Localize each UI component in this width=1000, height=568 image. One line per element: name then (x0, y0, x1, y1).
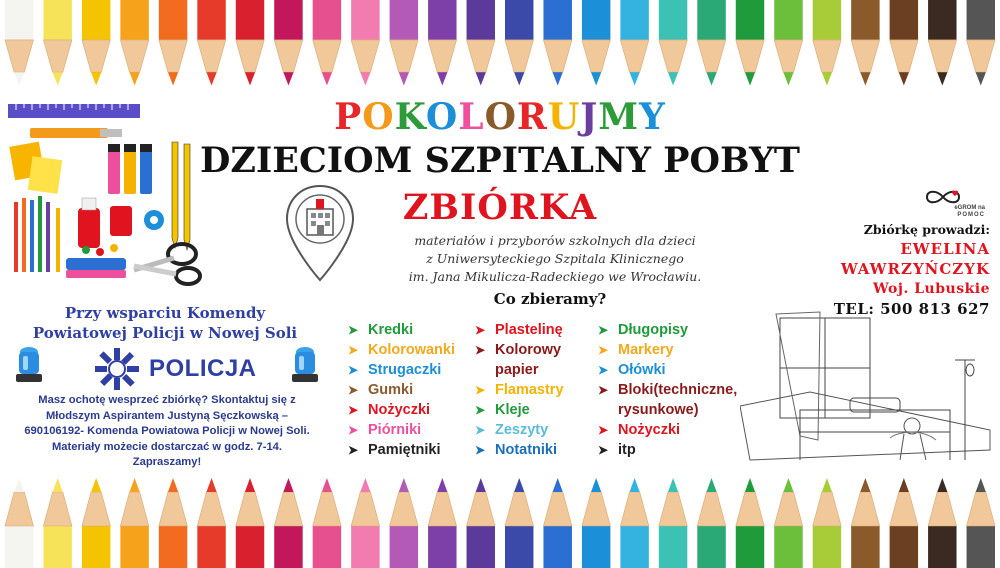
title-letter: O (362, 96, 395, 138)
title-letter: R (516, 96, 548, 138)
police-star-icon (93, 346, 141, 392)
description-line: im. Jana Mikulicza-Radeckiego we Wrocławiu. (408, 269, 702, 284)
pencil (697, 478, 725, 568)
brand-line: eGROM na (954, 205, 985, 211)
collect-item (348, 420, 455, 440)
pencil (620, 0, 648, 86)
pencil (82, 478, 110, 568)
pencil (851, 0, 879, 86)
collect-item (598, 380, 737, 400)
title-letter: Y (639, 96, 666, 138)
pencil (82, 0, 110, 86)
siren-icon (290, 344, 320, 386)
campaign-title-colorful (0, 96, 1000, 138)
collect-item-label: Strugaczki (368, 362, 442, 378)
arrow-right-icon: ➤ (348, 443, 359, 457)
infinity-heart-icon (915, 188, 985, 206)
collect-item (348, 440, 455, 460)
arrow-right-icon: ➤ (475, 403, 486, 417)
collect-item (475, 440, 564, 460)
collect-item (475, 380, 564, 400)
hospital-room-sketch (740, 310, 995, 470)
organizer-label: Zbiórkę prowadzi: (863, 222, 990, 237)
pencil (197, 0, 225, 86)
pencil-border-top (0, 0, 1000, 95)
pencil (43, 478, 71, 568)
pencil-border-bottom (0, 468, 1000, 568)
collect-item-continued: papier (495, 362, 539, 378)
pencil (736, 478, 764, 568)
arrow-right-icon: ➤ (598, 423, 609, 437)
pencil (43, 0, 71, 86)
pencil (5, 0, 33, 86)
arrow-right-icon: ➤ (598, 363, 609, 377)
collect-item-label: Markery (618, 342, 674, 358)
collect-item-label: Pamiętniki (368, 442, 441, 458)
pencil (428, 0, 456, 86)
police-logo (93, 346, 263, 392)
pencil (543, 0, 571, 86)
contact-info (8, 393, 326, 471)
arrow-right-icon: ➤ (475, 443, 486, 457)
contact-line: Zapraszamy! (132, 456, 202, 468)
pencil (159, 0, 187, 86)
pencil (428, 478, 456, 568)
arrow-right-icon: ➤ (598, 323, 609, 337)
organizer-last-name: WAWRZYŃCZYK (840, 260, 990, 278)
arrow-right-icon: ➤ (348, 383, 359, 397)
contact-line: Materiały możecie dostarczać w godz. 7-14. (51, 440, 283, 453)
pencil (697, 0, 725, 86)
arrow-right-icon: ➤ (598, 443, 609, 457)
title-letter: P (334, 96, 363, 138)
collect-item (348, 360, 455, 380)
pencil (543, 478, 571, 568)
pencil (890, 0, 918, 86)
collect-item (598, 360, 737, 380)
pencil (236, 0, 264, 86)
contact-line: 690106192- Komenda Powiatowa Policji w Nowej Soli. (24, 425, 310, 437)
pencil (582, 478, 610, 568)
pencil (967, 0, 995, 86)
collect-item (598, 440, 737, 460)
arrow-right-icon: ➤ (348, 323, 359, 337)
collect-item (348, 400, 455, 420)
pencil (659, 0, 687, 86)
arrow-right-icon: ➤ (475, 383, 486, 397)
collect-item-label: Kleje (495, 402, 530, 418)
pencil (967, 478, 995, 568)
pencil (505, 478, 533, 568)
collect-item (475, 340, 564, 360)
collect-item-label: Kolorowanki (368, 342, 456, 358)
arrow-right-icon: ➤ (598, 383, 609, 397)
pencil (313, 478, 341, 568)
arrow-right-icon: ➤ (348, 423, 359, 437)
pencil (313, 0, 341, 86)
police-logo-text: POLICJA (149, 355, 257, 382)
siren-icon (14, 344, 44, 386)
title-letter: O (425, 96, 459, 138)
contact-line: Masz ochotę wesprzeć zbiórkę? Skontaktuj się z (38, 394, 296, 406)
collect-item-label: Długopisy (618, 322, 689, 338)
collect-item-label: Plastelinę (495, 322, 563, 338)
what-we-collect-heading: Co zbieramy? (493, 290, 607, 308)
pencil (390, 0, 418, 86)
collect-item-label: Zeszyty (495, 422, 549, 438)
title-letter: O (484, 96, 517, 138)
collect-item (475, 420, 564, 440)
collect-item-label: Nożyczki (618, 422, 681, 438)
collect-item-label: Gumki (368, 382, 414, 398)
pencil (351, 0, 379, 86)
collect-item-label: Nożyczki (368, 402, 431, 418)
collect-item-label: Ołówki (618, 362, 666, 378)
map-pin-hospital-icon (283, 183, 357, 283)
pencil (774, 478, 802, 568)
arrow-right-icon: ➤ (348, 363, 359, 377)
pencil (620, 478, 648, 568)
collect-item-label: Kredki (368, 322, 414, 338)
arrow-right-icon: ➤ (348, 403, 359, 417)
collect-item-label: Notatniki (495, 442, 558, 458)
support-line: Przy wsparciu Komendy (64, 304, 266, 322)
description-line: z Uniwersyteckiego Szpitala Klinicznego (426, 251, 684, 266)
pencil (890, 478, 918, 568)
title-letter: U (547, 96, 581, 138)
pencil (851, 478, 879, 568)
collect-item (475, 320, 564, 340)
arrow-right-icon: ➤ (475, 423, 486, 437)
collect-list-col-3 (598, 320, 737, 460)
pencil (351, 478, 379, 568)
collect-item (598, 420, 737, 440)
collect-item-label: Bloki(techniczne, (618, 382, 738, 398)
pencil (120, 478, 148, 568)
pencil (928, 0, 956, 86)
arrow-right-icon: ➤ (475, 343, 486, 357)
pencil (197, 478, 225, 568)
pencil (390, 478, 418, 568)
pencil (659, 478, 687, 568)
pencil (274, 478, 302, 568)
contact-line: Młodszym Aspirantem Justyną Sęczkowską – (45, 409, 289, 422)
police-support-text (8, 303, 322, 343)
organizer-info (800, 222, 990, 319)
pencil (813, 0, 841, 86)
arrow-right-icon: ➤ (475, 323, 486, 337)
pencil (120, 0, 148, 86)
pencil (467, 0, 495, 86)
infinity-heart-logo (915, 188, 985, 220)
organizer-first-name: EWELINA (900, 240, 990, 258)
pencil (813, 478, 841, 568)
pencil (5, 478, 33, 568)
collect-item-label: Piórniki (368, 422, 422, 438)
collect-item (348, 380, 455, 400)
collect-item-label: Kolorowy (495, 342, 562, 358)
collect-item-label: itp (618, 442, 636, 458)
collect-item (475, 400, 564, 420)
pencil (159, 478, 187, 568)
pencil (236, 478, 264, 568)
pencil (274, 0, 302, 86)
collect-item (348, 340, 455, 360)
organizer-region: Woj. Lubuskie (872, 281, 990, 297)
title-letter: L (458, 96, 485, 138)
collection-description (350, 232, 760, 286)
description-line: materiałów i przyborów szkolnych dla dzieci (414, 233, 696, 248)
collect-item-continued: rysunkowe) (618, 402, 699, 418)
arrow-right-icon: ➤ (348, 343, 359, 357)
support-line: Powiatowej Policji w Nowej Soli (32, 324, 298, 342)
campaign-title-main: DZIECIOM SZPITALNY POBYT (200, 140, 800, 181)
collect-list-col-1 (348, 320, 455, 460)
title-letter: K (394, 96, 426, 138)
pencil (505, 0, 533, 86)
pencil (774, 0, 802, 86)
organizer-phone: TEL: 500 813 627 (833, 300, 990, 318)
pencil (736, 0, 764, 86)
collect-item (348, 320, 455, 340)
collect-list-col-2 (475, 320, 564, 460)
title-letter: M (598, 96, 640, 138)
collect-item-label: Flamastry (495, 382, 564, 398)
campaign-title-collection: ZBIÓRKA (402, 187, 598, 228)
collect-item (598, 340, 737, 360)
title-letter: J (580, 96, 599, 138)
pencil (582, 0, 610, 86)
arrow-right-icon: ➤ (598, 343, 609, 357)
pencil (467, 478, 495, 568)
brand-line: POMOC (957, 212, 985, 218)
pencil (928, 478, 956, 568)
collect-item (598, 320, 737, 340)
